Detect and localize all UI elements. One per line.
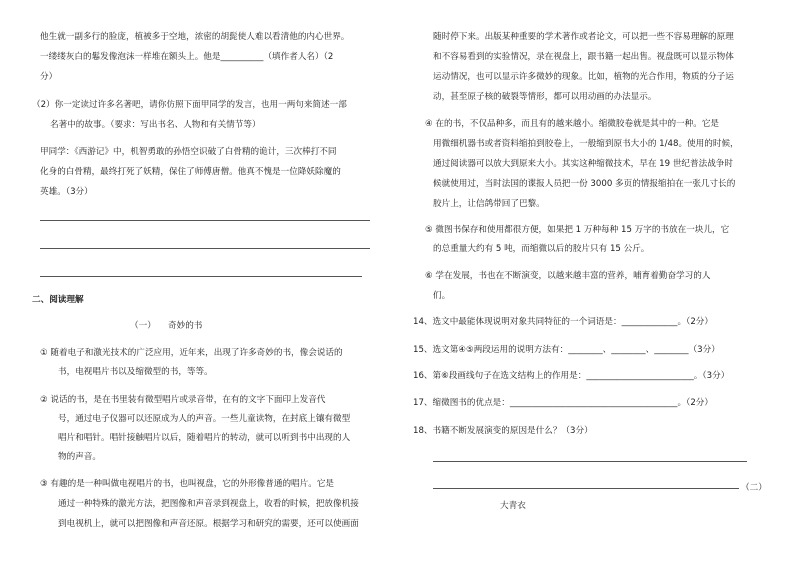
answer-line[interactable] <box>40 248 370 249</box>
paragraph-5-line: ⑤ 微图书保存和使用都很方便，如果把 1 万种每种 15 万字的书放在一块儿，它 <box>425 225 730 235</box>
question-2-line: （2）你一定读过许多名著吧，请你仿照下面甲同学的发言，也用一两句来简述一部 <box>32 100 347 110</box>
paragraph-3-cont-line: 和不容易看到的实验情况，录在视盘上，跟书籍一起出售。视盘既可以显示物体 <box>433 52 734 62</box>
answer-line[interactable] <box>40 276 362 277</box>
section-2-label: （二） <box>741 483 767 493</box>
paragraph-1-line: ① 随着电子和激光技术的广泛应用，近年来，出现了许多奇妙的书，像会说话的 <box>40 348 343 358</box>
paragraph-6-line: ⑥ 学在发展，书也在不断演变，以越来越丰富的营养，哺育着勤奋学习的人 <box>425 271 711 281</box>
paragraph-2-line: 号，通过电子仪器可以还原成为人的声音。一些儿童读物，在封底上镶有微型 <box>58 414 351 424</box>
passage-line: 他生就一副多行的脸庞，植被多于空地，浓密的胡髭使人难以看清他的内心世界。 <box>40 32 350 42</box>
example-line: 甲同学：《西游记》中，机智勇敢的孙悟空识破了白骨精的诡计，三次棒打不同 <box>40 147 337 157</box>
question-16: 16、第⑥段画线句子在选文结构上的作用是：_________________________。（3分） <box>413 371 730 381</box>
paragraph-4-line: 候就使用过，当时法国的谍报人员把一份 3000 多页的情报缩拍在一张几寸长的 <box>433 179 736 189</box>
section-2-title: 大青衣 <box>500 501 526 511</box>
subtitle-number: （一） <box>130 321 156 331</box>
paragraph-3-cont-line: 运动情况，也可以显示许多微妙的现象。比如，植物的光合作用，物质的分子运 <box>433 72 734 82</box>
question-18: 18、书籍不断发展演变的原因是什么？（3分） <box>413 426 593 436</box>
article-title: 奇妙的书 <box>168 321 203 331</box>
passage-line: 分） <box>40 72 58 82</box>
example-line: 化身的白骨精，最终打死了妖精，保住了师傅唐僧。他真不愧是一位降妖除魔的 <box>40 167 341 177</box>
question-2-line: 名著中的故事。（要求：写出书名、人物和有关情节等） <box>50 120 261 130</box>
question-14: 14、选文中最能体现说明对象共同特征的一个词语是：_____________。（2分） <box>413 317 713 327</box>
paragraph-4-line: 通过阅读器可以放大到原来大小。其实这种缩微技术，早在 19 世纪普法战争时 <box>433 159 733 169</box>
answer-line[interactable] <box>433 488 739 489</box>
answer-line[interactable] <box>433 461 747 462</box>
paragraph-6-line: 们。 <box>433 291 451 301</box>
paragraph-2-line: 物的声音。 <box>58 452 101 462</box>
paragraph-2-line: 唱片和唱针。唱针接触唱片以后，随着唱片的转动，就可以听到书中出现的人 <box>58 433 351 443</box>
paragraph-2-line: ② 说话的书，是在书里装有微型唱片或录音带，在有的文字下面印上发音代 <box>40 395 326 405</box>
question-15: 15、选文第④⑤两段运用的说明方法有：________、________、________（3分） <box>413 345 720 355</box>
paragraph-3-cont-line: 动，甚至原子核的破裂等情形，都可以用动画的办法显示。 <box>433 92 657 102</box>
question-17: 17、缩微图书的优点是：_______________________________________。（2分） <box>413 398 713 408</box>
paragraph-1-line: 书，电视唱片书以及缩微型的书，等等。 <box>58 367 213 377</box>
paragraph-4-line: 用微细机器书或者资料缩拍到胶卷上，一般缩到原书大小的 1/48。使用的时候， <box>433 139 739 149</box>
passage-line: 一缕缕灰白的鬈发像泡沫一样堆在额头上。他是__________（填作者人名）（2 <box>40 52 334 62</box>
paragraph-3-line: 到电视机上，就可以把图像和声音还原。根据学习和研究的需要，还可以使画面 <box>58 519 359 529</box>
paragraph-3-cont-line: 随时停下来。出版某种重要的学术著作或者论文，可以把一些不容易理解的原理 <box>433 32 734 42</box>
paragraph-3-line: ③ 有趣的是一种叫做电视唱片的书，也叫视盘，它的外形像普通的唱片。它是 <box>40 479 335 489</box>
section-title: 二、阅读理解 <box>32 295 84 305</box>
paragraph-5-line: 的总重量大约有 5 吨，而缩微以后的胶片只有 15 公斤。 <box>433 244 650 254</box>
example-line: 英雄。（3分） <box>40 187 93 197</box>
paragraph-4-line: 胶片上，让信鸽带回了巴黎。 <box>433 199 545 209</box>
paragraph-4-line: ④ 在的书，不仅品种多，而且有的越来越小。缩微胶卷就是其中的一种。它是 <box>425 119 720 129</box>
answer-line[interactable] <box>40 220 370 221</box>
paragraph-3-line: 通过一种特殊的激光方法，把图像和声音录到视盘上，收看的时候，把放像机接 <box>58 499 359 509</box>
